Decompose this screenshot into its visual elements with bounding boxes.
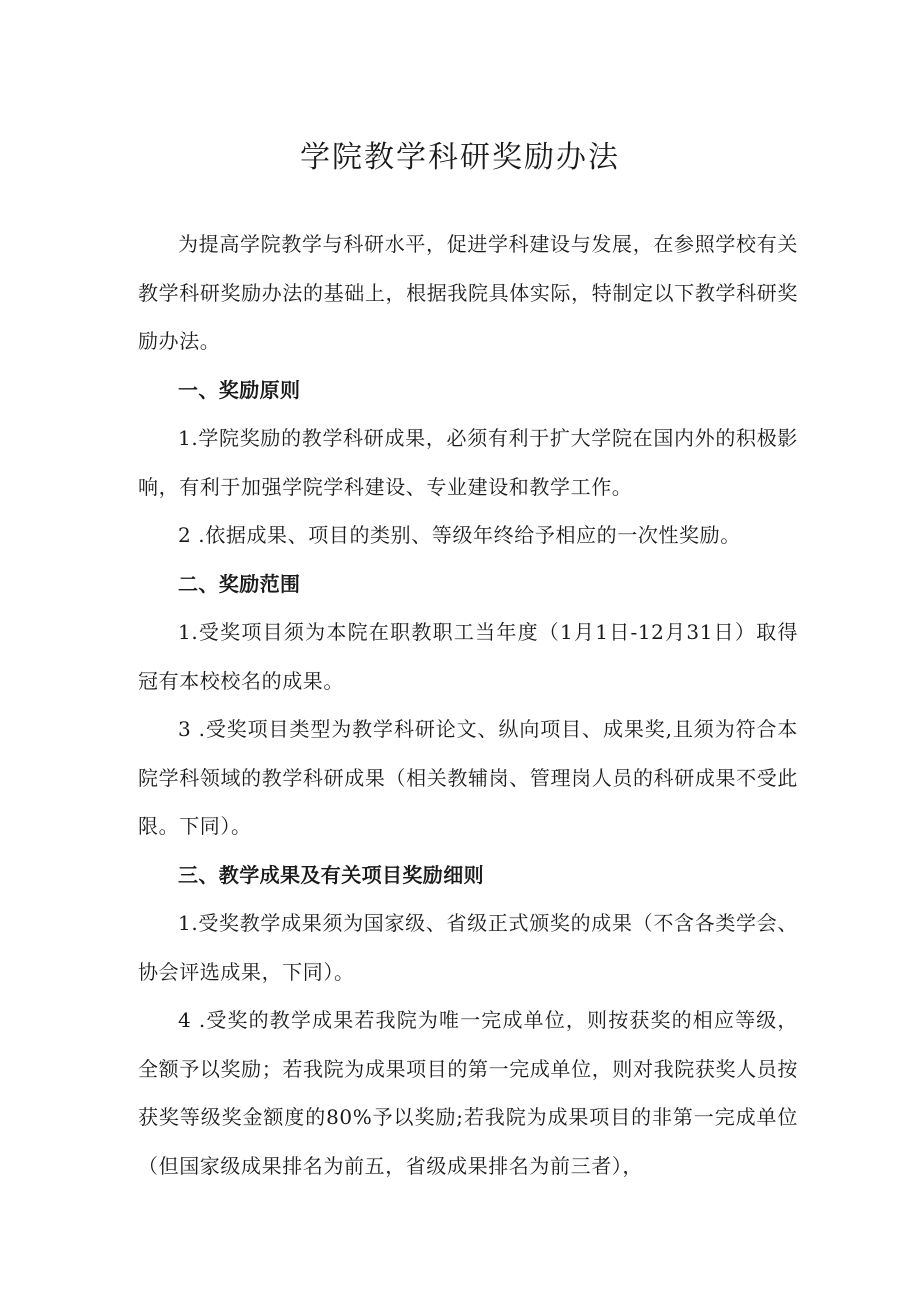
section-heading-teaching-awards: 三、教学成果及有关项目奖励细则 [178,862,484,887]
teaching-award-item-1: 1.受奖教学成果须为国家级、省级正式颁奖的成果（不含各类学会、协会评选成果，下同）。 [138,911,798,984]
scope-item-3: 3 .受奖项目类型为教学科研论文、纵向项目、成果奖,且须为符合本院学科领域的教学科研成果（相关教辅岗、管理岗人员的科研成果不受此限。下同）。 [138,717,798,838]
intro-paragraph: 为提高学院教学与科研水平，促进学科建设与发展，在参照学校有关教学科研奖励办法的基础上，根据我院具体实际，特制定以下教学科研奖励办法。 [138,232,798,353]
principle-item-1: 1.学院奖励的教学科研成果，必须有利于扩大学院在国内外的积极影响，有利于加强学院学科建设、专业建设和教学工作。 [138,426,798,499]
principle-item-2: 2 .依据成果、项目的类别、等级年终给予相应的一次性奖励。 [178,523,741,547]
section-heading-scope: 二、奖励范围 [178,571,301,596]
document-body [138,220,798,1190]
section-heading-principles: 一、奖励原则 [178,377,301,402]
document-title: 学院教学科研奖励办法 [300,140,620,175]
teaching-award-item-4: 4 .受奖的教学成果若我院为唯一完成单位，则按获奖的相应等级，全额予以奖励；若我院为成果项目的第一完成单位，则对我院获奖人员按获奖等级奖金额度的80%予以奖励;若我院为成果项目的非第一完成单位（但国家级成果排名为前五，省级成果排名为前三者）， [138,1008,798,1178]
scope-item-1: 1.受奖项目须为本院在职教职工当年度（1月1日-12月31日）取得冠有本校校名的成果。 [138,620,798,693]
